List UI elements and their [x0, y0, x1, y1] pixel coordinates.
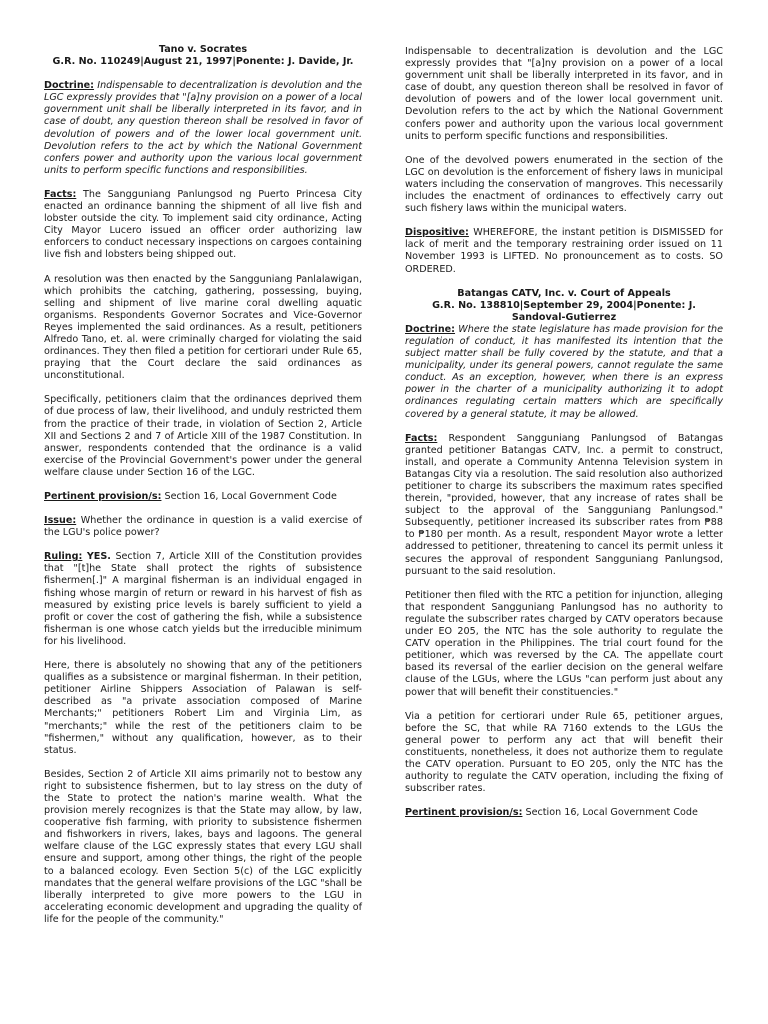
dispositive-label: Dispositive: [405, 227, 469, 239]
case2-facts [405, 433, 723, 578]
case1-dispositive [405, 227, 723, 275]
pertinent-label: Pertinent provision/s: [405, 807, 523, 819]
case1-facts-p2: A resolution was then enacted by the Sangguniang Panlalawigan, which prohibits the catching, gathering, possessing, buying, selling and shipment of live marine coral dwelling aquatic organisms. Respondents Governor Socrates and Vice-Governor Reyes implemented the said ordinances. As a result, petitioners Alfredo Tano, et. al. were criminally charged for violating the said ordinances. They then filed a petition for certiorari under Rule 65, praying that the Court declare the said ordinances as unconstitutional. [44, 273, 362, 382]
case1-ruling [44, 551, 362, 648]
case2-facts-p3: Via a petition for certiorari under Rule 65, petitioner argues, before the SC, that while RA 7160 extends to the LGUs the general power to perform any act that will benefit their constituents, nonetheless, it does not authorize them to regulate the CATV operation. Pursuant to EO 205, only the NTC has the authority to regulate the CATV operation, including the fixing of subscriber rates. [405, 710, 723, 795]
case2-title: Batangas CATV, Inc. v. Court of Appeals [457, 287, 671, 299]
case1-facts-p3: Specifically, petitioners claim that the ordinances deprived them of due process of law, their livelihood, and unduly restricted them from the practice of their trade, in violation of Section 2, Article XII and Sections 2 and 7 of Article XIII of the 1987 Constitution. In answer, respondents contended that the ordinance is a valid exercise of the Provincial Government's power under the general welfare clause under Section 16 of the LGC. [44, 394, 362, 478]
issue-text: Whether the ordinance in question is a valid exercise of the LGU's police power? [44, 515, 362, 539]
ruling-answer: YES. [86, 551, 111, 563]
case2-pertinent [405, 807, 723, 819]
doctrine-text: Where the state legislature has made provision for the regulation of conduct, it has manifested its intention that the subject matter shall be fully covered by the statute, and that a municipality, under its general powers, cannot regulate the same conduct. As an exception, however, when there is an express power in the charter of a municipality authorizing it to adopt ordinances regulating certain matters which are specifically covered by a general statute, it may be allowed. [405, 323, 723, 420]
doctrine-label: Doctrine: [44, 80, 95, 92]
case1-doctrine [44, 80, 362, 177]
case1-ruling-p4: Indispensable to decentralization is devolution and the LGC expressly provides that "[a]ny provision on a power of a local government unit shall be liberally interpreted in its favor, and in case of doubt, any question thereon shall be resolved in favor of devolution of powers and of the lower local government unit. Devolution refers to the act by which the National Government confers power and authority upon the various local government units to perform specific functions and responsibilities. [405, 46, 723, 142]
case1-title: Tano v. Socrates [158, 44, 248, 55]
case1-facts [44, 189, 362, 262]
case1-pertinent [44, 491, 362, 503]
case1-gr-number: G.R. No. 110249|August 21, 1997|Ponente: J. Davide, Jr. [52, 56, 354, 68]
ruling-label: Ruling: [44, 551, 83, 563]
case2-heading [405, 288, 723, 324]
case2-gr-number: G.R. No. 138810|September 29, 2004|Ponente: J. Sandoval-Gutierrez [432, 299, 696, 323]
case2-doctrine [405, 324, 723, 421]
facts-text: The Sangguniang Panlungsod ng Puerto Princesa City enacted an ordinance banning the shipment of all live fish and lobster outside the city. To implement said city ordinance, Acting City Mayor Lucero issued an officer order authorizing law enforcers to conduct necessary inspections on cargoes containing live fish and lobsters being shipped out. [44, 188, 362, 261]
case1-issue [44, 515, 362, 539]
left-column [44, 44, 362, 938]
facts-label: Facts: [405, 432, 438, 444]
case1-ruling-p5: One of the devolved powers enumerated in the section of the LGC on devolution is the enforcement of fishery laws in municipal waters including the conservation of mangroves. This necessarily includes the enactment of ordinances to effectively carry out such fishery laws within the municipal waters. [405, 154, 723, 215]
ruling-text: Section 7, Article XIII of the Constitution provides that "[t]he State shall protect the rights of subsistence fishermen[.]" A marginal fisherman is an individual engaged in fishing whose margin of return or reward in his harvest of fish as measured by existing price levels is barely sufficient to yield a profit or cover the cost of gathering the fish, while a subsistence fisherman is one whose catch yields but the irreducible minimum for his livelihood. [44, 551, 362, 647]
case1-ruling-p3: Besides, Section 2 of Article XII aims primarily not to bestow any right to subsistence fishermen, but to lay stress on the duty of the State to protect the nation's marine wealth. What the provision merely recognizes is that the State may allow, by law, cooperative fish farming, with priority to subsistence fishermen and fishworkers in rivers, lakes, bays and lagoons. The general welfare clause of the LGC expressly states that every LGU shall ensure and support, among other things, the right of the people to a balanced ecology. Even Section 5(c) of the LGC explicitly mandates that the general welfare provisions of the LGC "shall be liberally interpreted to give more powers to the LGU in accelerating economic development and upgrading the quality of life for the people of the community." [44, 768, 362, 925]
case1-heading [44, 44, 362, 68]
facts-text: Respondent Sangguniang Panlungsod of Batangas granted petitioner Batangas CATV, Inc. a permit to construct, install, and operate a Community Antenna Television system in Batangas City via a resolution. The said resolution also authorized petitioner to charge its subscribers the maximum rates specified therein, "provided, however, that any increase of rates shall be subject to the approval of the Sangguniang Panlungsod." Subsequently, petitioner increased its subscriber rates from ₱88 to ₱180 per month. As a result, respondent Mayor wrote a letter addressed to petitioner, threatening to cancel its permit unless it secures the approval of respondent Sangguniang Panlungsod, pursuant to the said resolution. [405, 432, 723, 577]
doctrine-label: Doctrine: [405, 323, 456, 335]
issue-label: Issue: [44, 515, 77, 527]
case1-ruling-p2: Here, there is absolutely no showing that any of the petitioners qualifies as a subsistence or marginal fisherman. In their petition, petitioner Airline Shippers Association of Palawan is self-described as "a private association composed of Marine Merchants;" petitioners Robert Lim and Virginia Lim, as "merchants;" while the rest of the petitioners claim to be "fishermen," without any qualification, however, as to their status. [44, 660, 362, 756]
case2-facts-p2: Petitioner then filed with the RTC a petition for injunction, alleging that respondent Sangguniang Panlungsod has no authority to regulate the subscriber rates charged by CATV operators because under EO 205, the NTC has the sole authority to regulate the CATV operation in the Philippines. The trial court found for the petitioner, which was reversed by the CA. The appellate court based its reversal of the earlier decision on the general welfare clause of the LGUs, where the LGUs "can perform just about any power that will benefit their constituencies." [405, 589, 723, 698]
right-column [405, 46, 723, 831]
pertinent-text: Section 16, Local Government Code [164, 491, 337, 502]
doctrine-text: Indispensable to decentralization is devolution and the LGC expressly provides that "[a]ny provision on a power of a local government unit shall be liberally interpreted in its favor, and in case of doubt, any question thereon shall be resolved in favor of devolution of powers and of the lower local government unit. Devolution refers to the act by which the National Government confers power and authority upon the various local government units to perform specific functions and responsibilities. [44, 80, 362, 176]
pertinent-text: Section 16, Local Government Code [525, 807, 698, 819]
pertinent-label: Pertinent provision/s: [44, 491, 162, 502]
facts-label: Facts: [44, 188, 77, 200]
dispositive-text: WHEREFORE, the instant petition is DISMISSED for lack of merit and the temporary restraining order issued on 11 November 1993 is LIFTED. No pronouncement as to costs. SO ORDERED. [405, 227, 723, 275]
